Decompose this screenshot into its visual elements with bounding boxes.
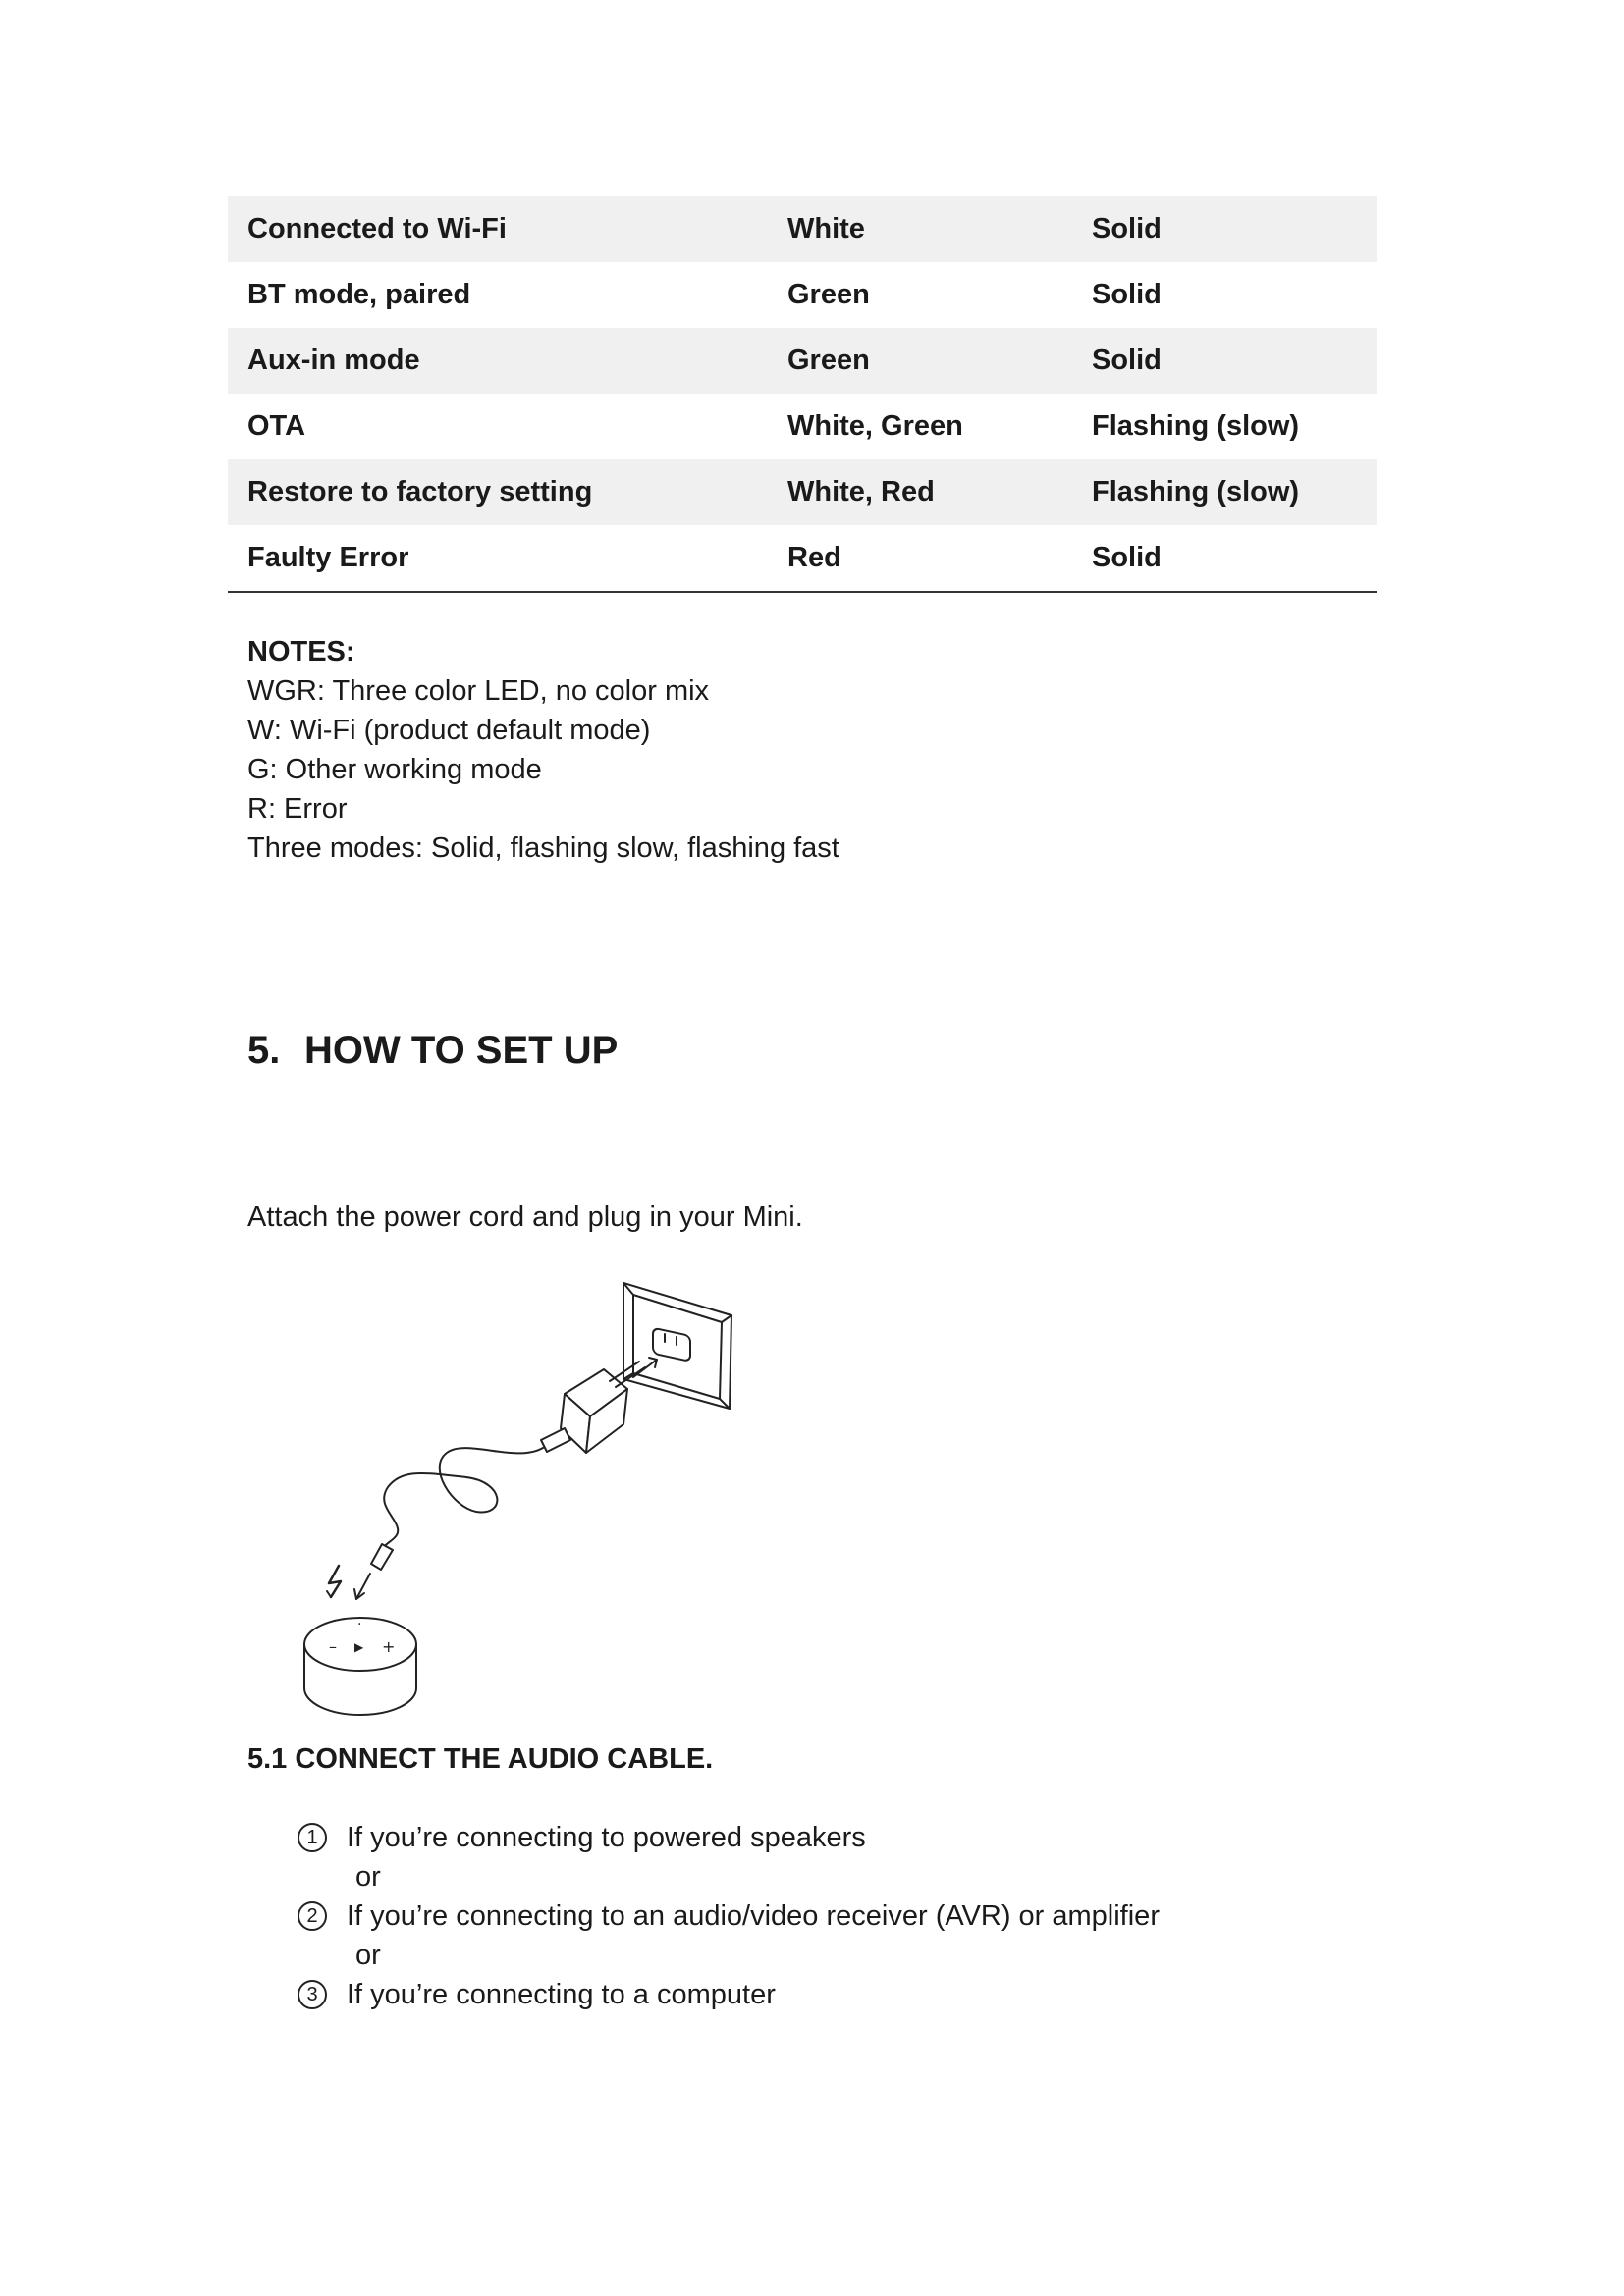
- list-item: [298, 1936, 1160, 1975]
- led-state: OTA: [247, 410, 306, 442]
- list-item: [298, 1896, 1160, 1936]
- section-number: 5.: [247, 1029, 281, 1072]
- led-mode: Solid: [1092, 279, 1162, 310]
- notes-line: W: Wi-Fi (product default mode): [247, 715, 651, 746]
- cable-plug-icon: [541, 1428, 570, 1452]
- lightning-icon: [327, 1566, 341, 1597]
- power-adapter-icon: [561, 1362, 645, 1453]
- plus-button-label: +: [382, 1637, 396, 1656]
- led-state: Restore to factory setting: [228, 459, 768, 525]
- usb-c-plug-icon: [371, 1544, 393, 1570]
- table-row: [228, 196, 1377, 262]
- led-color: White: [768, 196, 1072, 262]
- section-heading: [247, 1029, 618, 1073]
- notes-line: R: Error: [247, 793, 348, 825]
- notes-block: [247, 632, 839, 868]
- table-row: [228, 525, 1377, 592]
- led-color: White, Red: [768, 459, 1072, 525]
- led-dot-label: ·: [357, 1617, 362, 1632]
- led-color: Green: [768, 328, 1072, 394]
- notes-line: WGR: Three color LED, no color mix: [247, 675, 710, 707]
- table-row: [228, 262, 1377, 328]
- led-color: Green: [787, 279, 870, 310]
- table-row: [228, 459, 1377, 525]
- notes-line: G: Other working mode: [247, 754, 542, 785]
- led-mode: Flashing (slow): [1092, 410, 1300, 442]
- play-button-label: ▶: [354, 1640, 364, 1654]
- list-item: [298, 1818, 1160, 1857]
- led-mode: Solid: [1072, 196, 1377, 262]
- step-text: If you’re connecting to powered speakers: [347, 1822, 866, 1853]
- list-item: [298, 1857, 1160, 1896]
- or-separator: or: [355, 1861, 381, 1893]
- led-color: Red: [787, 542, 841, 573]
- step-marker: 2: [298, 1901, 327, 1931]
- setup-intro: Attach the power cord and plug in your Mini.: [247, 1201, 803, 1233]
- step-text: If you’re connecting to an audio/video receiver (AVR) or amplifier: [347, 1900, 1160, 1932]
- led-state: Aux-in mode: [228, 328, 768, 394]
- table-row: [228, 394, 1377, 459]
- notes-title: NOTES:: [247, 636, 355, 667]
- section-title: HOW TO SET UP: [304, 1029, 619, 1072]
- led-mode: Solid: [1072, 328, 1377, 394]
- table-row: [228, 328, 1377, 394]
- led-status-table: [228, 196, 1377, 593]
- arrow-icon: [354, 1574, 370, 1599]
- notes-line: Three modes: Solid, flashing slow, flashing fast: [247, 832, 839, 864]
- led-color: White, Green: [787, 410, 963, 442]
- step-marker: 3: [298, 1980, 327, 2009]
- led-mode: Flashing (slow): [1072, 459, 1377, 525]
- list-item: [298, 1975, 1160, 2014]
- or-separator: or: [355, 1940, 381, 1971]
- step-text: If you’re connecting to a computer: [347, 1979, 776, 2010]
- led-state: BT mode, paired: [247, 279, 471, 310]
- wall-outlet-icon: [623, 1283, 731, 1409]
- power-cable: [383, 1448, 543, 1548]
- step-marker: 1: [298, 1823, 327, 1852]
- power-setup-illustration: [280, 1271, 751, 1723]
- connection-steps: [298, 1818, 1160, 2014]
- minus-button-label: –: [329, 1637, 337, 1656]
- led-state: Faulty Error: [247, 542, 409, 573]
- subsection-heading: 5.1 CONNECT THE AUDIO CABLE.: [247, 1743, 714, 1775]
- led-mode: Solid: [1092, 542, 1162, 573]
- led-state: Connected to Wi-Fi: [228, 196, 768, 262]
